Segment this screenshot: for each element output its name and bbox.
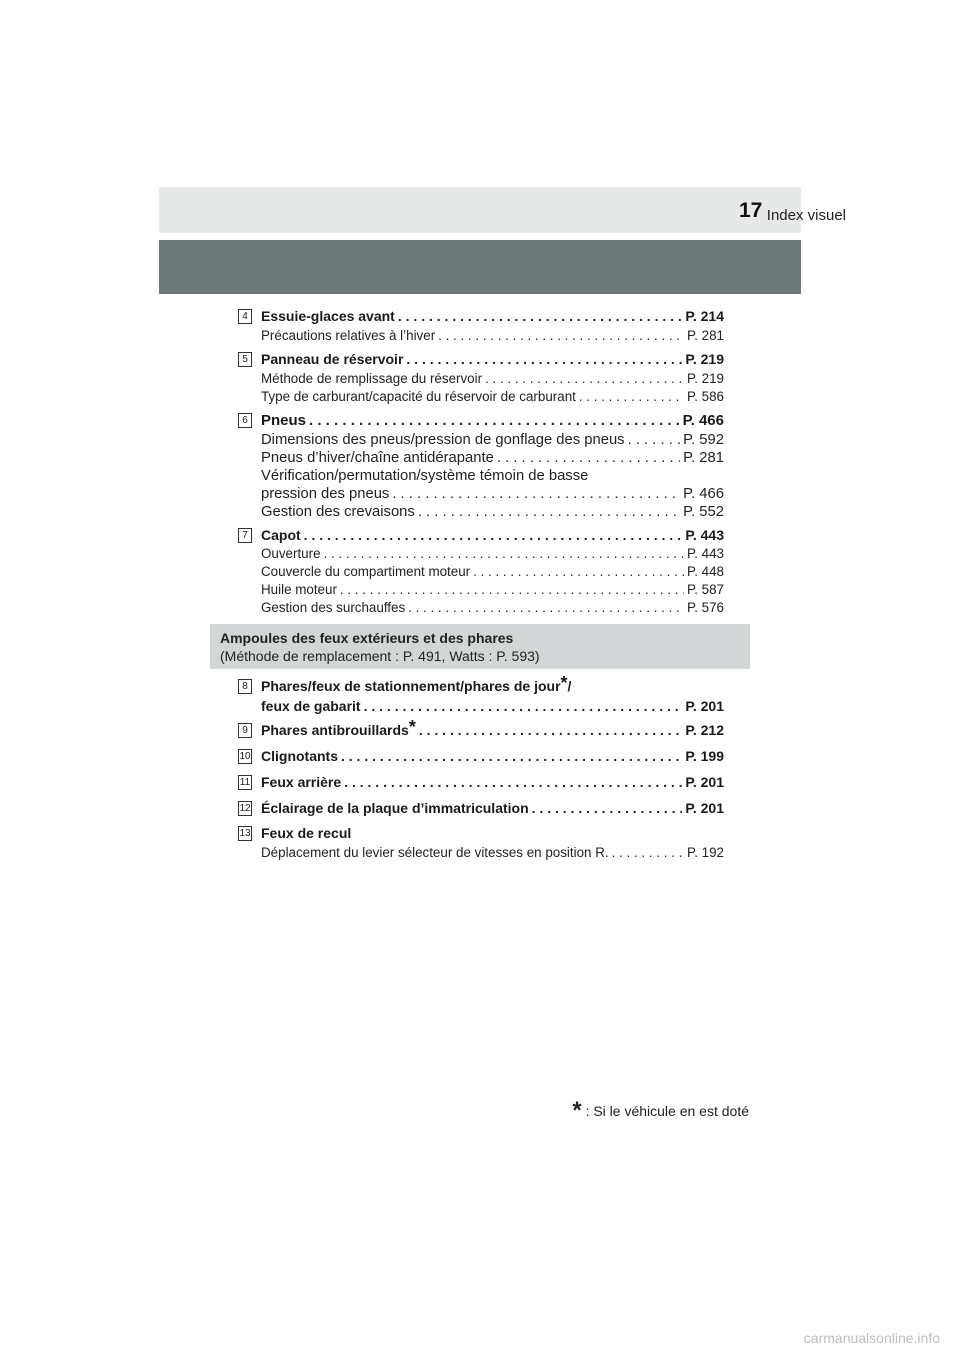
header-band: [159, 240, 801, 294]
sub-entry-label: Ouverture: [261, 546, 321, 561]
header-bar: [159, 187, 801, 233]
sub-entry-page: P. 281: [683, 450, 724, 466]
sub-entry-page: P. 281: [687, 328, 724, 343]
entry-title-row[interactable]: [261, 717, 724, 738]
item-number: 6: [238, 413, 252, 428]
sub-entry-label: Type de carburant/capacité du réservoir de carburant: [261, 389, 576, 404]
sub-entry-label: Méthode de remplissage du réservoir: [261, 371, 483, 386]
item-number: 5: [238, 352, 252, 367]
item-number: 4: [238, 309, 252, 324]
section-title: Index visuel: [766, 207, 846, 224]
item-number: 11: [239, 777, 251, 788]
entry-page: P. 466: [682, 412, 724, 429]
sub-entry-row[interactable]: [261, 450, 724, 466]
sub-entry-label: Couvercle du compartiment moteur: [261, 564, 471, 579]
sub-entry-row[interactable]: [261, 504, 724, 520]
entry-title-row[interactable]: [261, 412, 724, 429]
footnote-text: : Si le véhicule en est doté: [585, 1103, 749, 1119]
entry-title: Phares/feux de stationnement/phares de jour: [261, 678, 561, 694]
sub-entry-page: P. 466: [683, 486, 724, 502]
sub-entry-label: Pneus d’hiver/chaîne antidérapante: [261, 450, 494, 466]
bulbs-note: (Méthode de remplacement : P. 491, Watts : P. 593): [220, 648, 540, 664]
item-number: 13: [239, 828, 251, 839]
bulbs-title: Ampoules des feux extérieurs et des phares: [220, 630, 514, 646]
entry-title-row[interactable]: [261, 698, 724, 714]
watermark: carmanualsonline.info: [803, 1330, 940, 1346]
entry-title: Phares antibrouillards: [261, 722, 409, 738]
item-number: 12: [239, 803, 251, 814]
footnote-marker: *: [572, 1097, 582, 1124]
entry-page: P. 219: [685, 351, 724, 367]
sub-entry-page: P. 552: [683, 504, 724, 520]
footnote-marker: *: [408, 717, 416, 737]
entry-page: P. 199: [685, 748, 724, 764]
sub-entry-label: Huile moteur: [261, 582, 337, 597]
sub-entry-row[interactable]: [261, 371, 724, 386]
entry-title: feux de gabarit: [261, 698, 361, 714]
entry-title: Essuie-glaces avant: [261, 308, 395, 324]
entry-title: Capot: [261, 527, 301, 543]
sub-entry-page: P. 587: [687, 582, 724, 597]
entry-title-row[interactable]: [261, 351, 724, 367]
entry-title-row[interactable]: [261, 748, 724, 764]
sub-entry-page: P. 448: [687, 564, 724, 579]
entry-title-row[interactable]: [261, 527, 724, 543]
entry-page: P. 212: [685, 722, 724, 738]
sub-entry-page: P. 443: [687, 546, 724, 561]
sub-entry-label: Gestion des crevaisons: [261, 504, 415, 520]
entry-title-line: [261, 673, 572, 694]
entry-page: P. 201: [685, 800, 724, 816]
entry-title: Feux de recul: [261, 825, 352, 841]
entry-page: P. 201: [685, 698, 724, 714]
entry-title: Éclairage de la plaque d’immatriculation: [261, 800, 529, 816]
sub-entry-row[interactable]: [261, 600, 724, 615]
sub-entry-row[interactable]: [261, 328, 724, 343]
entry-title: Panneau de réservoir: [261, 351, 404, 367]
entry-title-suffix: /: [567, 678, 572, 694]
sub-entry-row[interactable]: [261, 564, 724, 579]
entry-title-row[interactable]: [261, 800, 724, 816]
sub-entry-page: P. 586: [687, 389, 724, 404]
footnote-marker: *: [560, 673, 568, 693]
entry-title-row[interactable]: [261, 308, 724, 324]
entry-title-row[interactable]: [261, 774, 724, 790]
item-number: 8: [238, 679, 252, 694]
footnote: [572, 1097, 749, 1125]
sub-entry-row[interactable]: [261, 845, 724, 860]
sub-entry-label: Déplacement du levier sélecteur de vitesses en position R.: [261, 845, 609, 860]
sub-entry-label: Dimensions des pneus/pression de gonflage des pneus: [261, 432, 625, 448]
bulbs-section-header: [210, 624, 750, 669]
page-number: 17: [739, 199, 763, 222]
sub-entry-row[interactable]: [261, 432, 724, 448]
sub-entry-label: Gestion des surchauffes: [261, 600, 406, 615]
sub-entry-page: P. 219: [687, 371, 724, 386]
item-number: 9: [238, 723, 252, 738]
item-number: 7: [238, 528, 252, 543]
sub-entry-page: P. 592: [683, 432, 724, 448]
sub-entry-page: P. 192: [687, 845, 724, 860]
sub-entry-page: P. 576: [687, 600, 724, 615]
sub-entry-label: Vérification/permutation/système témoin de basse: [261, 468, 589, 484]
sub-entry-row[interactable]: [261, 582, 724, 597]
item-number: 10: [239, 751, 251, 762]
sub-entry-row[interactable]: [261, 486, 724, 502]
entry-title: Pneus: [261, 412, 307, 429]
entry-title: Feux arrière: [261, 774, 342, 790]
entry-page: P. 214: [685, 308, 724, 324]
sub-entry-row[interactable]: [261, 546, 724, 561]
sub-entry-label: pression des pneus: [261, 486, 390, 502]
sub-entry-row[interactable]: [261, 389, 724, 404]
entry-title: Clignotants: [261, 748, 338, 764]
sub-entry-label: Précautions relatives à l’hiver: [261, 328, 436, 343]
entry-page: P. 201: [685, 774, 724, 790]
entry-page: P. 443: [685, 527, 724, 543]
